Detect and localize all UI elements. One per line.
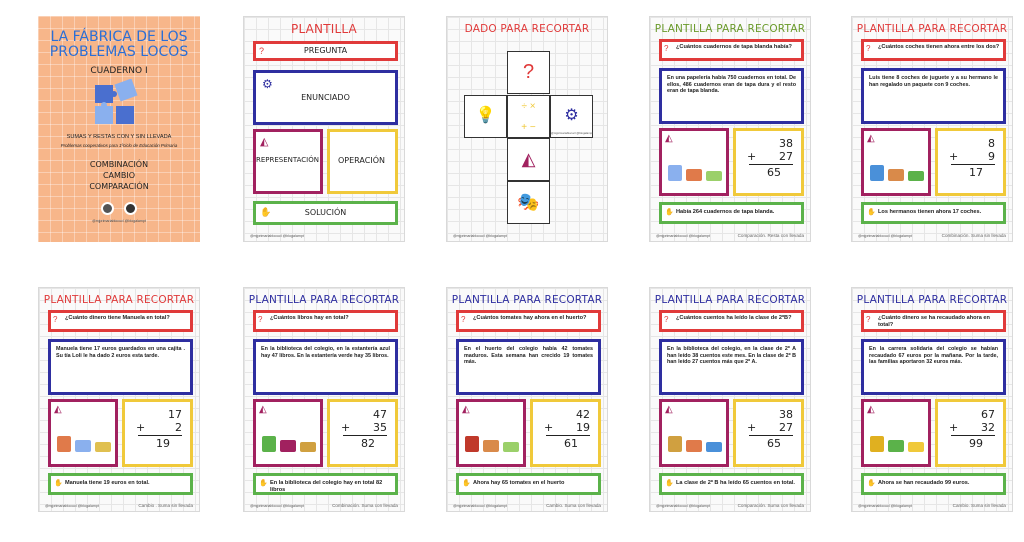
question-text: ¿Cuántos cuentos ha leído la clase de 2ºB? xyxy=(676,315,792,321)
operand-a: 17 xyxy=(168,408,182,421)
operand-b: 19 xyxy=(576,421,590,434)
card-credit: @mjprimariablocucl @blogalampt xyxy=(656,234,710,238)
problem-card[interactable] xyxy=(649,287,811,512)
problem-type: Combinación. Suma con llevada xyxy=(332,503,398,508)
representation-box xyxy=(659,399,729,467)
illustration-part xyxy=(686,440,702,452)
card-credit: @mjprimariablocucl @blogalampt xyxy=(858,234,912,238)
hand-bulb-icon: ✋ xyxy=(867,480,876,487)
op-sign: + xyxy=(949,421,959,434)
hand-bulb-icon: ✋ xyxy=(665,209,674,216)
operand-b: 9 xyxy=(988,150,995,163)
operation-result: 61 xyxy=(564,437,578,450)
op-sign: + xyxy=(341,421,351,434)
operand-b-row xyxy=(130,421,182,434)
statement-text: En la carrera solidaria del colegio se habían recaudado 67 euros por la mañana. Por la tarde, las familias aportaron 32 euros más. xyxy=(869,346,998,366)
solution-box xyxy=(659,473,804,495)
operand-b-row xyxy=(741,421,793,434)
operation-box xyxy=(733,399,804,467)
solution-box xyxy=(456,473,601,495)
operation-box xyxy=(327,399,398,467)
problem-card[interactable] xyxy=(243,287,405,512)
operation-line xyxy=(546,435,590,436)
operand-b: 2 xyxy=(175,421,182,434)
representacion-box xyxy=(253,129,323,194)
operation-box xyxy=(935,399,1006,467)
solution-text: Los hermanos tienen ahora 17 coches. xyxy=(878,209,982,215)
operand-b: 32 xyxy=(981,421,995,434)
dice-face-bottom xyxy=(507,181,550,224)
operation-box xyxy=(935,128,1006,196)
cover-kind-2: CAMBIO xyxy=(102,171,136,180)
illustration-part xyxy=(503,442,519,452)
solution-box xyxy=(253,473,398,495)
dice-face-lower xyxy=(507,138,550,181)
operation-line xyxy=(951,435,995,436)
operation xyxy=(130,408,182,450)
operation xyxy=(741,408,793,450)
question-box xyxy=(659,39,804,61)
statement-box xyxy=(659,68,804,124)
ruler-triangle-icon: ◭ xyxy=(867,133,875,144)
solution-text: Había 264 cuadernos de tapa blanda. xyxy=(676,209,775,215)
representation-box xyxy=(456,399,526,467)
dice-face-top xyxy=(507,51,550,94)
operand-a: 67 xyxy=(981,408,995,421)
solucion-box xyxy=(253,201,398,225)
card-credit: @mjprimariablocucl @blogalampt xyxy=(453,504,507,508)
op-sign: + xyxy=(747,150,757,163)
card-title: PLANTILLA PARA RECORTAR xyxy=(856,23,1008,35)
question-box xyxy=(659,310,804,332)
operation-result: 17 xyxy=(969,166,983,179)
solution-text: Manuela tiene 19 euros en total. xyxy=(65,480,150,486)
solution-text: Ahora hay 65 tomates en el huerto xyxy=(473,480,565,486)
solution-text: En la biblioteca del colegio hay en total 82 libros xyxy=(270,480,383,493)
math-signs-icon: ÷ × + − xyxy=(521,101,536,133)
illustration-part xyxy=(57,436,71,452)
ruler-triangle-icon: ◭ xyxy=(54,404,62,415)
solution-box xyxy=(861,202,1006,224)
question-text: ¿Cuánto dinero se ha recaudado ahora en total? xyxy=(878,315,990,328)
operacion-label: OPERACIÓN xyxy=(338,156,385,165)
operacion-box xyxy=(327,129,398,194)
operation xyxy=(538,408,590,450)
operation-result: 65 xyxy=(767,437,781,450)
operand-b-row xyxy=(538,421,590,434)
ruler-triangle-icon: ◭ xyxy=(665,133,673,144)
illustration-part xyxy=(95,442,111,452)
problem-card[interactable] xyxy=(851,16,1013,242)
illustration-part xyxy=(908,442,924,452)
operand-a: 47 xyxy=(373,408,387,421)
operation-box xyxy=(733,128,804,196)
operand-b: 35 xyxy=(373,421,387,434)
question-bubble-icon: ? xyxy=(664,44,669,53)
question-text: ¿Cuántos coches tienen ahora entre los dos? xyxy=(878,44,1000,50)
cover-kind-3: COMPARACIÓN xyxy=(89,182,149,191)
cover-topic: SUMAS Y RESTAS CON Y SIN LLEVADA xyxy=(66,134,172,140)
question-box xyxy=(456,310,601,332)
illustration-part xyxy=(300,442,316,452)
question-text: ¿Cuánto dinero tiene Manuela en total? xyxy=(65,315,170,321)
illustration-part xyxy=(870,165,884,181)
problem-card[interactable] xyxy=(446,287,608,512)
magnifier-gear-icon: ⚙ xyxy=(564,107,579,124)
card-title: PLANTILLA PARA RECORTAR xyxy=(654,294,806,306)
card-credit: @mjprimariablocucl @blogalampt xyxy=(858,504,912,508)
statement-text: Luis tiene 8 coches de juguete y a su hermano le han regalado un paquete con 9 coches. xyxy=(869,75,998,88)
card-title: PLANTILLA PARA RECORTAR xyxy=(43,294,195,306)
cover-line: Problemas cooperativos para 1ºciclo de Educación Primaria xyxy=(60,143,178,148)
card-title: PLANTILLA PARA RECORTAR xyxy=(856,294,1008,306)
card-title: PLANTILLA PARA RECORTAR xyxy=(248,294,400,306)
ruler-triangle-icon: ◭ xyxy=(259,404,267,415)
operand-a: 42 xyxy=(576,408,590,421)
operation-line xyxy=(343,435,387,436)
representation-box xyxy=(253,399,323,467)
card-title: PLANTILLA PARA RECORTAR xyxy=(451,294,603,306)
question-bubble-icon: ? xyxy=(522,61,535,83)
representation-box xyxy=(48,399,118,467)
dice-face-credit: @mjprimariablocucl @blogalampt xyxy=(551,131,593,135)
problem-card[interactable] xyxy=(38,287,200,512)
cover-subtitle: CUADERNO I xyxy=(90,66,148,76)
problem-type: Comparación. Resta con llevada xyxy=(737,233,804,238)
dice-credit: @mjprimariablocucl @blogalampt xyxy=(453,234,507,238)
statement-text: En el huerto del colegio había 42 tomates maduros. Esta semana han crecido 19 tomates más. xyxy=(464,346,593,366)
problem-card[interactable] xyxy=(649,16,811,242)
illustration-part xyxy=(75,440,91,452)
question-box xyxy=(48,310,193,332)
statement-box xyxy=(48,339,193,395)
solucion-label: SOLUCIÓN xyxy=(304,208,347,217)
problem-card[interactable] xyxy=(851,287,1013,512)
representacion-label: REPRESENTACIÓN xyxy=(256,156,319,164)
solution-box xyxy=(48,473,193,495)
pregunta-label: PREGUNTA xyxy=(303,46,348,55)
representation-box xyxy=(861,128,931,196)
illustration-part xyxy=(706,171,722,181)
operand-b-row xyxy=(943,421,995,434)
operand-b-row xyxy=(943,150,995,163)
operation-line xyxy=(749,164,793,165)
question-bubble-icon: ? xyxy=(664,315,669,324)
cover-credit: @mjprimariablocucl @blogalampt xyxy=(92,219,146,223)
hand-bulb-icon: 💡 xyxy=(475,107,496,124)
operation-line xyxy=(138,435,182,436)
question-text: ¿Cuántos cuadernos de tapa blanda había? xyxy=(676,44,792,50)
card-credit: @mjprimariablocucl @blogalampt xyxy=(656,504,710,508)
card-credit: @mjprimariablocucl @blogalampt xyxy=(250,504,304,508)
dice-page[interactable] xyxy=(446,16,608,242)
dice-title: DADO PARA RECORTAR xyxy=(464,23,590,35)
hand-bulb-icon: ✋ xyxy=(54,480,63,487)
ruler-triangle-icon: ◭ xyxy=(260,136,269,148)
template-page[interactable] xyxy=(243,16,405,242)
dice-face-left xyxy=(464,95,507,138)
statement-box xyxy=(456,339,601,395)
operation xyxy=(741,137,793,179)
operand-a: 8 xyxy=(988,137,995,150)
problem-type: Comparación. Suma con llevada xyxy=(737,503,804,508)
statement-text: En una papelería había 750 cuadernos en total. De ellos, 486 cuadernos eran de tapa dura y el resto eran de tapa blanda. xyxy=(667,75,796,95)
ruler-triangle-icon: ◭ xyxy=(867,404,875,415)
op-sign: + xyxy=(949,150,959,163)
statement-text: En la biblioteca del colegio, en la estantería azul hay 47 libros. En la estantería verde hay 35 libros. xyxy=(261,346,390,359)
statement-text: En la biblioteca del colegio, en la clase de 2º A han leído 38 cuentos este mes. En la clase de 2º B han leído 27 cuentos más que 2º A. xyxy=(667,346,796,366)
operation-line xyxy=(749,435,793,436)
operation-result: 19 xyxy=(156,437,170,450)
pregunta-box xyxy=(253,41,398,61)
hand-bulb-icon: ✋ xyxy=(867,209,876,216)
problem-type: Cambio. Suma sin llevada xyxy=(952,503,1006,508)
enunciado-label: ENUNCIADO xyxy=(301,93,350,102)
ruler-triangle-icon: ◭ xyxy=(521,149,536,169)
statement-box xyxy=(659,339,804,395)
hand-bulb-icon: ✋ xyxy=(462,480,471,487)
jester-icon: 🎭 xyxy=(517,192,540,212)
question-bubble-icon: ? xyxy=(461,315,466,324)
avatar-right xyxy=(124,202,137,215)
operand-a: 38 xyxy=(779,137,793,150)
question-box xyxy=(861,39,1006,61)
card-title: PLANTILLA PARA RECORTAR xyxy=(654,23,806,35)
cover-kind-1: COMBINACIÓN xyxy=(89,160,149,169)
operation-result: 65 xyxy=(767,166,781,179)
statement-box xyxy=(253,339,398,395)
hand-bulb-icon: ✋ xyxy=(665,480,674,487)
operation-line xyxy=(951,164,995,165)
statement-box xyxy=(861,68,1006,124)
operation-box xyxy=(530,399,601,467)
illustration-part xyxy=(706,442,722,452)
lightbulb-gear-icon: ⚙ xyxy=(262,77,273,91)
operand-a: 38 xyxy=(779,408,793,421)
operation xyxy=(943,137,995,179)
question-text: ¿Cuántos libros hay en total? xyxy=(270,315,349,321)
problem-type: Combinación. Suma sin llevada xyxy=(941,233,1006,238)
op-sign: + xyxy=(544,421,554,434)
operand-b: 27 xyxy=(779,150,793,163)
illustration-part xyxy=(668,165,682,181)
question-box xyxy=(253,310,398,332)
operation-result: 82 xyxy=(361,437,375,450)
representation-box xyxy=(861,399,931,467)
operand-b-row xyxy=(741,150,793,163)
avatar-left xyxy=(101,202,114,215)
ruler-triangle-icon: ◭ xyxy=(462,404,470,415)
question-bubble-icon: ? xyxy=(258,315,263,324)
operation-box xyxy=(122,399,193,467)
illustration-part xyxy=(465,436,479,452)
question-bubble-icon: ? xyxy=(866,315,871,324)
illustration-part xyxy=(870,436,884,452)
template-credit: @mjprimariablocucl @blogalampt xyxy=(250,234,304,238)
solution-box xyxy=(659,202,804,224)
illustration-part xyxy=(483,440,499,452)
operand-b-row xyxy=(335,421,387,434)
solution-text: La clase de 2º B ha leído 65 cuentos en total. xyxy=(676,480,795,486)
template-title: PLANTILLA xyxy=(291,22,357,36)
enunciado-box xyxy=(253,70,398,125)
hand-bulb-icon: ✋ xyxy=(259,480,268,487)
operand-b: 27 xyxy=(779,421,793,434)
op-sign: + xyxy=(747,421,757,434)
ruler-triangle-icon: ◭ xyxy=(665,404,673,415)
statement-box xyxy=(861,339,1006,395)
cover-title: LA FÁBRICA DE LOS PROBLEMAS LOCOS xyxy=(49,29,189,60)
illustration-part xyxy=(888,440,904,452)
operation-result: 99 xyxy=(969,437,983,450)
solution-box xyxy=(861,473,1006,495)
card-credit: @mjprimariablocucl @blogalampt xyxy=(45,504,99,508)
question-text: ¿Cuántos tomates hay ahora en el huerto? xyxy=(473,315,587,321)
illustration-part xyxy=(262,436,276,452)
question-bubble-icon: ? xyxy=(53,315,58,324)
operation xyxy=(335,408,387,450)
cover-page[interactable] xyxy=(38,16,200,242)
illustration-part xyxy=(668,436,682,452)
hand-bulb-icon: ✋ xyxy=(260,207,272,217)
illustration-part xyxy=(280,440,296,452)
illustration-part xyxy=(908,171,924,181)
op-sign: + xyxy=(136,421,146,434)
statement-text: Manuela tiene 17 euros guardados en una cajita . Su tía Loli le ha dado 2 euros esta tarde. xyxy=(56,346,185,359)
problem-type: Cambio. Suma con llevada xyxy=(546,503,601,508)
illustration-part xyxy=(686,169,702,181)
question-bubble-icon: ? xyxy=(866,44,871,53)
solution-text: Ahora se han recaudado 99 euros. xyxy=(878,480,970,486)
question-box xyxy=(861,310,1006,332)
representation-box xyxy=(659,128,729,196)
problem-type: Cambio . Suma sin llevada xyxy=(138,503,193,508)
dice-face-center xyxy=(507,95,550,138)
question-bubble-icon: ? xyxy=(259,46,265,56)
puzzle-icon xyxy=(93,79,145,127)
illustration-part xyxy=(888,169,904,181)
operation xyxy=(943,408,995,450)
